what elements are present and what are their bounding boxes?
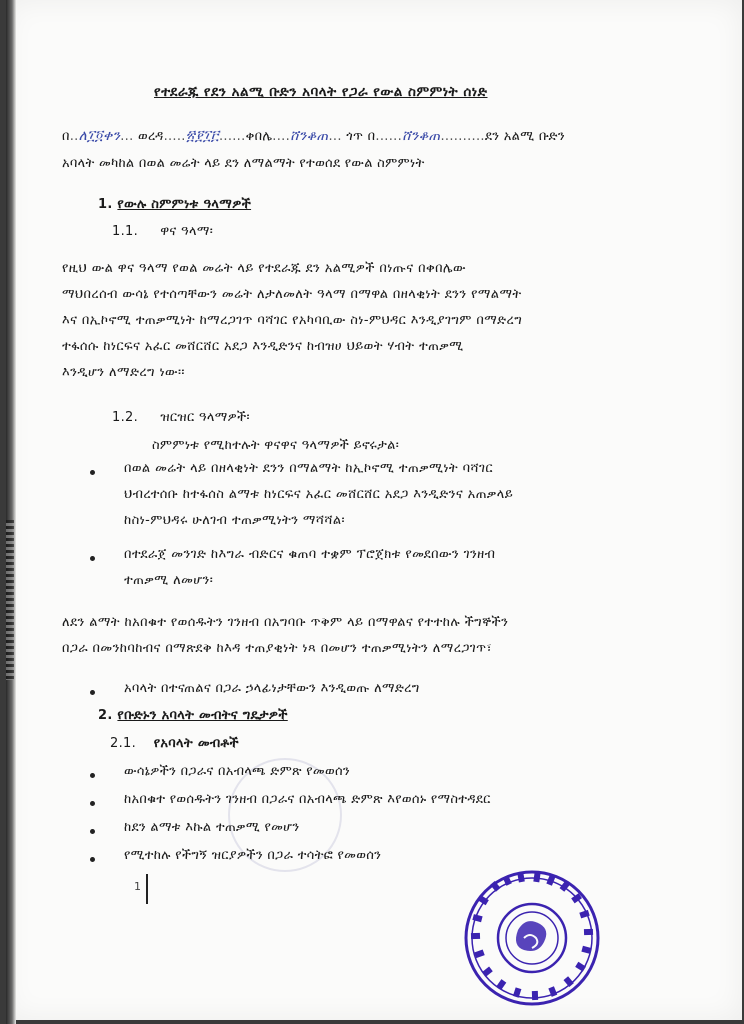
section-title: የቡድኑን አባላት መብትና ግዴታዎች (117, 708, 288, 723)
paragraph-line: እና በኢኮኖሚ ተጠቃሚነት ከማረጋገጥ ባሻገር የአካባቢው ስነ-ምህዳር እንዲያገግም በማድረግ (62, 313, 523, 328)
section-2-heading (98, 708, 288, 723)
subsection-title: ዝርዝር ዓላማዎች፡ (160, 410, 250, 425)
rights-bullet: የሚተከሉ የችግኝ ዝርያዎችን በጋራ ተሳትፎ የመወሰን (124, 848, 382, 863)
paragraph-line: በጋራ በመንከባከብና በማጽደቅ ከእዳ ተጠያቂነት ነጻ በመሆን ተጠቃሚነትን ለማረጋገጥ፣ (62, 641, 493, 656)
intro-line-1: በ..ለ፲፬ቀን... ወረዳ.....፳፻፲፫......ቀበሌ....ሸንቆጠ... ጎጥ በ......ሸንቆጠ..........ደን አልሚ ቡድን (62, 128, 565, 144)
rights-bullet: ውሳኔዎችን በጋራና በአብላጫ ድምጽ የመወሰን (124, 764, 350, 779)
loan-paragraph (62, 610, 662, 662)
bullet-dot (90, 556, 95, 561)
subsection-number: 2.1. (110, 736, 137, 751)
document-title: የተደራጁ የደን አልሚ ቡድን አባላት የጋራ የውል ስምምነት ሰነድ (154, 84, 488, 100)
bullet-line: ህብረተሰቡ ከተፋሰስ ልማቱ ከነርፍና አፈር መሸርሸር አደጋ እንዲድንና አጠቃላይ (124, 487, 514, 502)
paragraph-line: ለደን ልማት ከአበቁተ የወሰዱትን ገንዘብ በአግባቡ ጥቅም ላይ በማዋልና የተተከሉ ችግኞችን (62, 615, 509, 630)
subsection-1-1 (112, 224, 213, 239)
intro-line-2: አባላት መካከል በወል መሬት ላይ ደን ለማልማት የተወሰደ የውል ስምምነት (62, 156, 425, 171)
official-stamp (462, 868, 602, 1008)
subsection-2-1 (110, 736, 239, 751)
page-number: 1 (134, 880, 141, 893)
bullet-dot (90, 773, 95, 778)
section-number: 2. (98, 708, 113, 723)
bullet-item (124, 456, 664, 534)
detailed-goals-intro: ስምምነቱ የሚከተሉት ዋናዋና ዓላማዎች ይኖሩታል፡ (152, 438, 400, 453)
bullet-dot (90, 857, 95, 862)
section-number: 1. (98, 197, 113, 212)
handwritten-year: ፳፻፲፫ (185, 128, 219, 144)
handwritten-gote: ሸንቆጠ (402, 128, 441, 144)
intro-text: ቀበሌ (245, 129, 273, 144)
paragraph-line: ማህበረሰብ ውሳኔ የተሰጣቸውን መሬት ለታለመለት ዓላማ በማዋል በዘላቂነት ደንን የማልማት (62, 287, 522, 302)
bullet-dot (90, 470, 95, 475)
rights-bullet: ከአበቁተ የወሰዱትን ገንዘብ በጋራና በአብላጫ ድምጽ እየወሰኑ የማስተዳደር (124, 792, 491, 807)
subsection-number: 1.1. (112, 224, 139, 239)
rights-bullet: ከደን ልማቱ እኩል ተጠቃሚ የመሆን (124, 820, 300, 835)
paragraph-line: የዚህ ውል ዋና ዓላማ የወል መሬት ላይ የተደራጁ ደን አልሚዎች በነጡና በቀበሌው (62, 261, 466, 276)
intro-text: ጎጥ በ (346, 129, 376, 144)
intro-text: በ (62, 129, 70, 144)
bullet-item: አባላት በተናጠልና በጋራ ኃላፊነታቸውን እንዲወጡ ለማድረግ (124, 681, 420, 696)
main-purpose-paragraph (62, 256, 662, 386)
subsection-number: 1.2. (112, 410, 139, 425)
intro-text: ደን አልሚ ቡድን (484, 129, 565, 144)
bullet-dot (90, 690, 95, 695)
bullet-dot (90, 829, 95, 834)
section-title: የውሉ ስምምነቱ ዓላማዎች (117, 197, 252, 212)
bullet-line: በወል መሬት ላይ በዘላቂነት ደንን በማልማት ከኢኮኖሚ ተጠቃሚነት ባሻገር (124, 461, 493, 476)
bullet-line: ከስነ-ምህዳሩ ሁለገብ ተጠቃሚነትን ማሻሻል፡ (124, 513, 345, 528)
bullet-dot (90, 801, 95, 806)
bullet-item (124, 542, 664, 594)
handwritten-day: ለ፲፬ቀን (78, 128, 121, 144)
handwritten-kebele: ሸንቆጠ (290, 128, 329, 144)
section-1-heading (98, 197, 251, 212)
page-edge-shadow (6, 0, 16, 1024)
bullet-line: በተደራጀ መንገድ ከእግራ ብድርና ቁጠባ ተቋም ፕሮጀክቱ የመደበውን ገንዘብ (124, 547, 496, 562)
paragraph-line: ተፋሰሱ ከነርፍና አፈር መሸርሸር አደጋ እንዲድንና ከብዝሀ ህይወት ሃብት ተጠቃሚ (62, 339, 464, 354)
page-marker (146, 874, 148, 904)
bullet-line: ተጠቃሚ ለመሆን፡ (124, 573, 214, 588)
subsection-title: ዋና ዓላማ፡ (160, 224, 214, 239)
intro-text: ወረዳ (138, 129, 164, 144)
document-page (6, 0, 742, 1020)
paragraph-line: እንዲሆን ለማድረግ ነው፡፡ (62, 365, 185, 380)
subsection-1-2 (112, 410, 250, 425)
punch-marks (6, 520, 14, 680)
subsection-title: የአባላት መብቶች (153, 736, 239, 751)
